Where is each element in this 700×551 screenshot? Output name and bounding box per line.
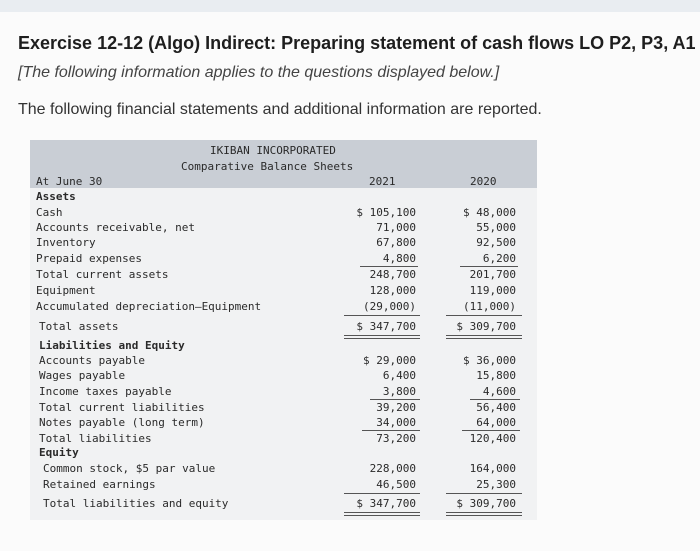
- row-label: Total current liabilities: [39, 401, 205, 414]
- row-label: Total liabilities: [39, 432, 152, 445]
- value-2021: 34,000: [376, 416, 416, 429]
- value-2020: (11,000): [463, 300, 516, 313]
- row-label: Total current assets: [36, 268, 169, 281]
- liabilities-heading: Liabilities and Equity: [39, 339, 185, 352]
- value-2020: $ 48,000: [463, 206, 516, 219]
- value-2021: $ 29,000: [363, 354, 416, 367]
- value-2021: 46,500: [376, 478, 416, 491]
- subtotal-rule: [362, 430, 420, 431]
- value-2021: $ 347,700: [356, 320, 416, 333]
- exercise-title: Exercise 12-12 (Algo) Indirect: Preparing statement of cash flows LO P2, P3, A1: [18, 33, 696, 53]
- row-label: Accounts receivable, net: [36, 221, 195, 234]
- total-double-rule: [446, 512, 522, 513]
- value-2021: 73,200: [376, 432, 416, 445]
- top-rule: [0, 0, 700, 12]
- value-2020: 56,400: [476, 401, 516, 414]
- total-double-rule: [344, 515, 420, 516]
- assets-heading: Assets: [36, 190, 76, 203]
- row-label: Common stock, $5 par value: [43, 462, 216, 475]
- row-label: Wages payable: [39, 369, 126, 382]
- year-2020-header: 2020: [470, 175, 497, 188]
- subtotal-rule: [462, 430, 520, 431]
- subtotal-rule: [360, 266, 418, 267]
- subtotal-rule: [470, 399, 520, 400]
- subtotal-rule: [446, 493, 522, 494]
- subtotal-rule: [460, 266, 518, 267]
- value-2021: $ 105,100: [356, 206, 416, 219]
- value-2020: 15,800: [476, 369, 516, 382]
- total-double-rule: [446, 515, 522, 516]
- value-2020: 4,600: [482, 385, 516, 398]
- row-label: Retained earnings: [43, 478, 156, 491]
- value-2021: 4,800: [382, 252, 416, 265]
- subtotal-rule: [370, 399, 420, 400]
- year-2021-header: 2021: [369, 175, 396, 188]
- value-2021: (29,000): [363, 300, 416, 313]
- value-2020: $ 309,700: [456, 320, 516, 333]
- row-label: Inventory: [36, 236, 96, 249]
- total-double-rule: [344, 512, 420, 513]
- row-label: Income taxes payable: [39, 385, 172, 398]
- value-2021: 228,000: [369, 462, 416, 475]
- total-double-rule: [344, 338, 420, 339]
- subtotal-rule: [344, 315, 420, 316]
- total-double-rule: [446, 335, 522, 336]
- sheet-title: Comparative Balance Sheets: [181, 160, 354, 173]
- value-2020: 25,300: [476, 478, 516, 491]
- value-2020: 164,000: [469, 462, 516, 475]
- row-label: Equipment: [36, 284, 96, 297]
- value-2021: 71,000: [376, 221, 416, 234]
- row-label: Total assets: [39, 320, 119, 333]
- value-2021: 6,400: [382, 369, 416, 382]
- value-2020: 120,400: [469, 432, 516, 445]
- total-double-rule: [344, 335, 420, 336]
- row-label: Total liabilities and equity: [43, 497, 229, 510]
- value-2021: 248,700: [369, 268, 416, 281]
- value-2020: 64,000: [476, 416, 516, 429]
- date-label: At June 30: [36, 175, 103, 188]
- row-label: Accounts payable: [39, 354, 145, 367]
- value-2020: 119,000: [469, 284, 516, 297]
- value-2021: 67,800: [376, 236, 416, 249]
- total-double-rule: [446, 338, 522, 339]
- company-name: IKIBAN INCORPORATED: [210, 144, 336, 157]
- intro-text: The following financial statements and additional information are reported.: [18, 101, 542, 118]
- row-label: Accumulated depreciation—Equipment: [36, 300, 262, 313]
- value-2021: 3,800: [382, 385, 416, 398]
- value-2020: $ 36,000: [463, 354, 516, 367]
- row-label: Prepaid expenses: [36, 252, 142, 265]
- value-2020: $ 309,700: [456, 497, 516, 510]
- value-2021: $ 347,700: [356, 497, 416, 510]
- subtotal-rule: [446, 315, 522, 316]
- value-2020: 6,200: [482, 252, 516, 265]
- row-label: Cash: [36, 206, 63, 219]
- value-2020: 201,700: [469, 268, 516, 281]
- row-label: Notes payable (long term): [39, 416, 205, 429]
- value-2021: 39,200: [376, 401, 416, 414]
- value-2020: 92,500: [476, 236, 516, 249]
- value-2021: 128,000: [369, 284, 416, 297]
- equity-heading: Equity: [39, 446, 79, 459]
- subtotal-rule: [344, 493, 420, 494]
- value-2020: 55,000: [476, 221, 516, 234]
- exercise-subtitle: [The following information applies to the questions displayed below.]: [18, 64, 500, 81]
